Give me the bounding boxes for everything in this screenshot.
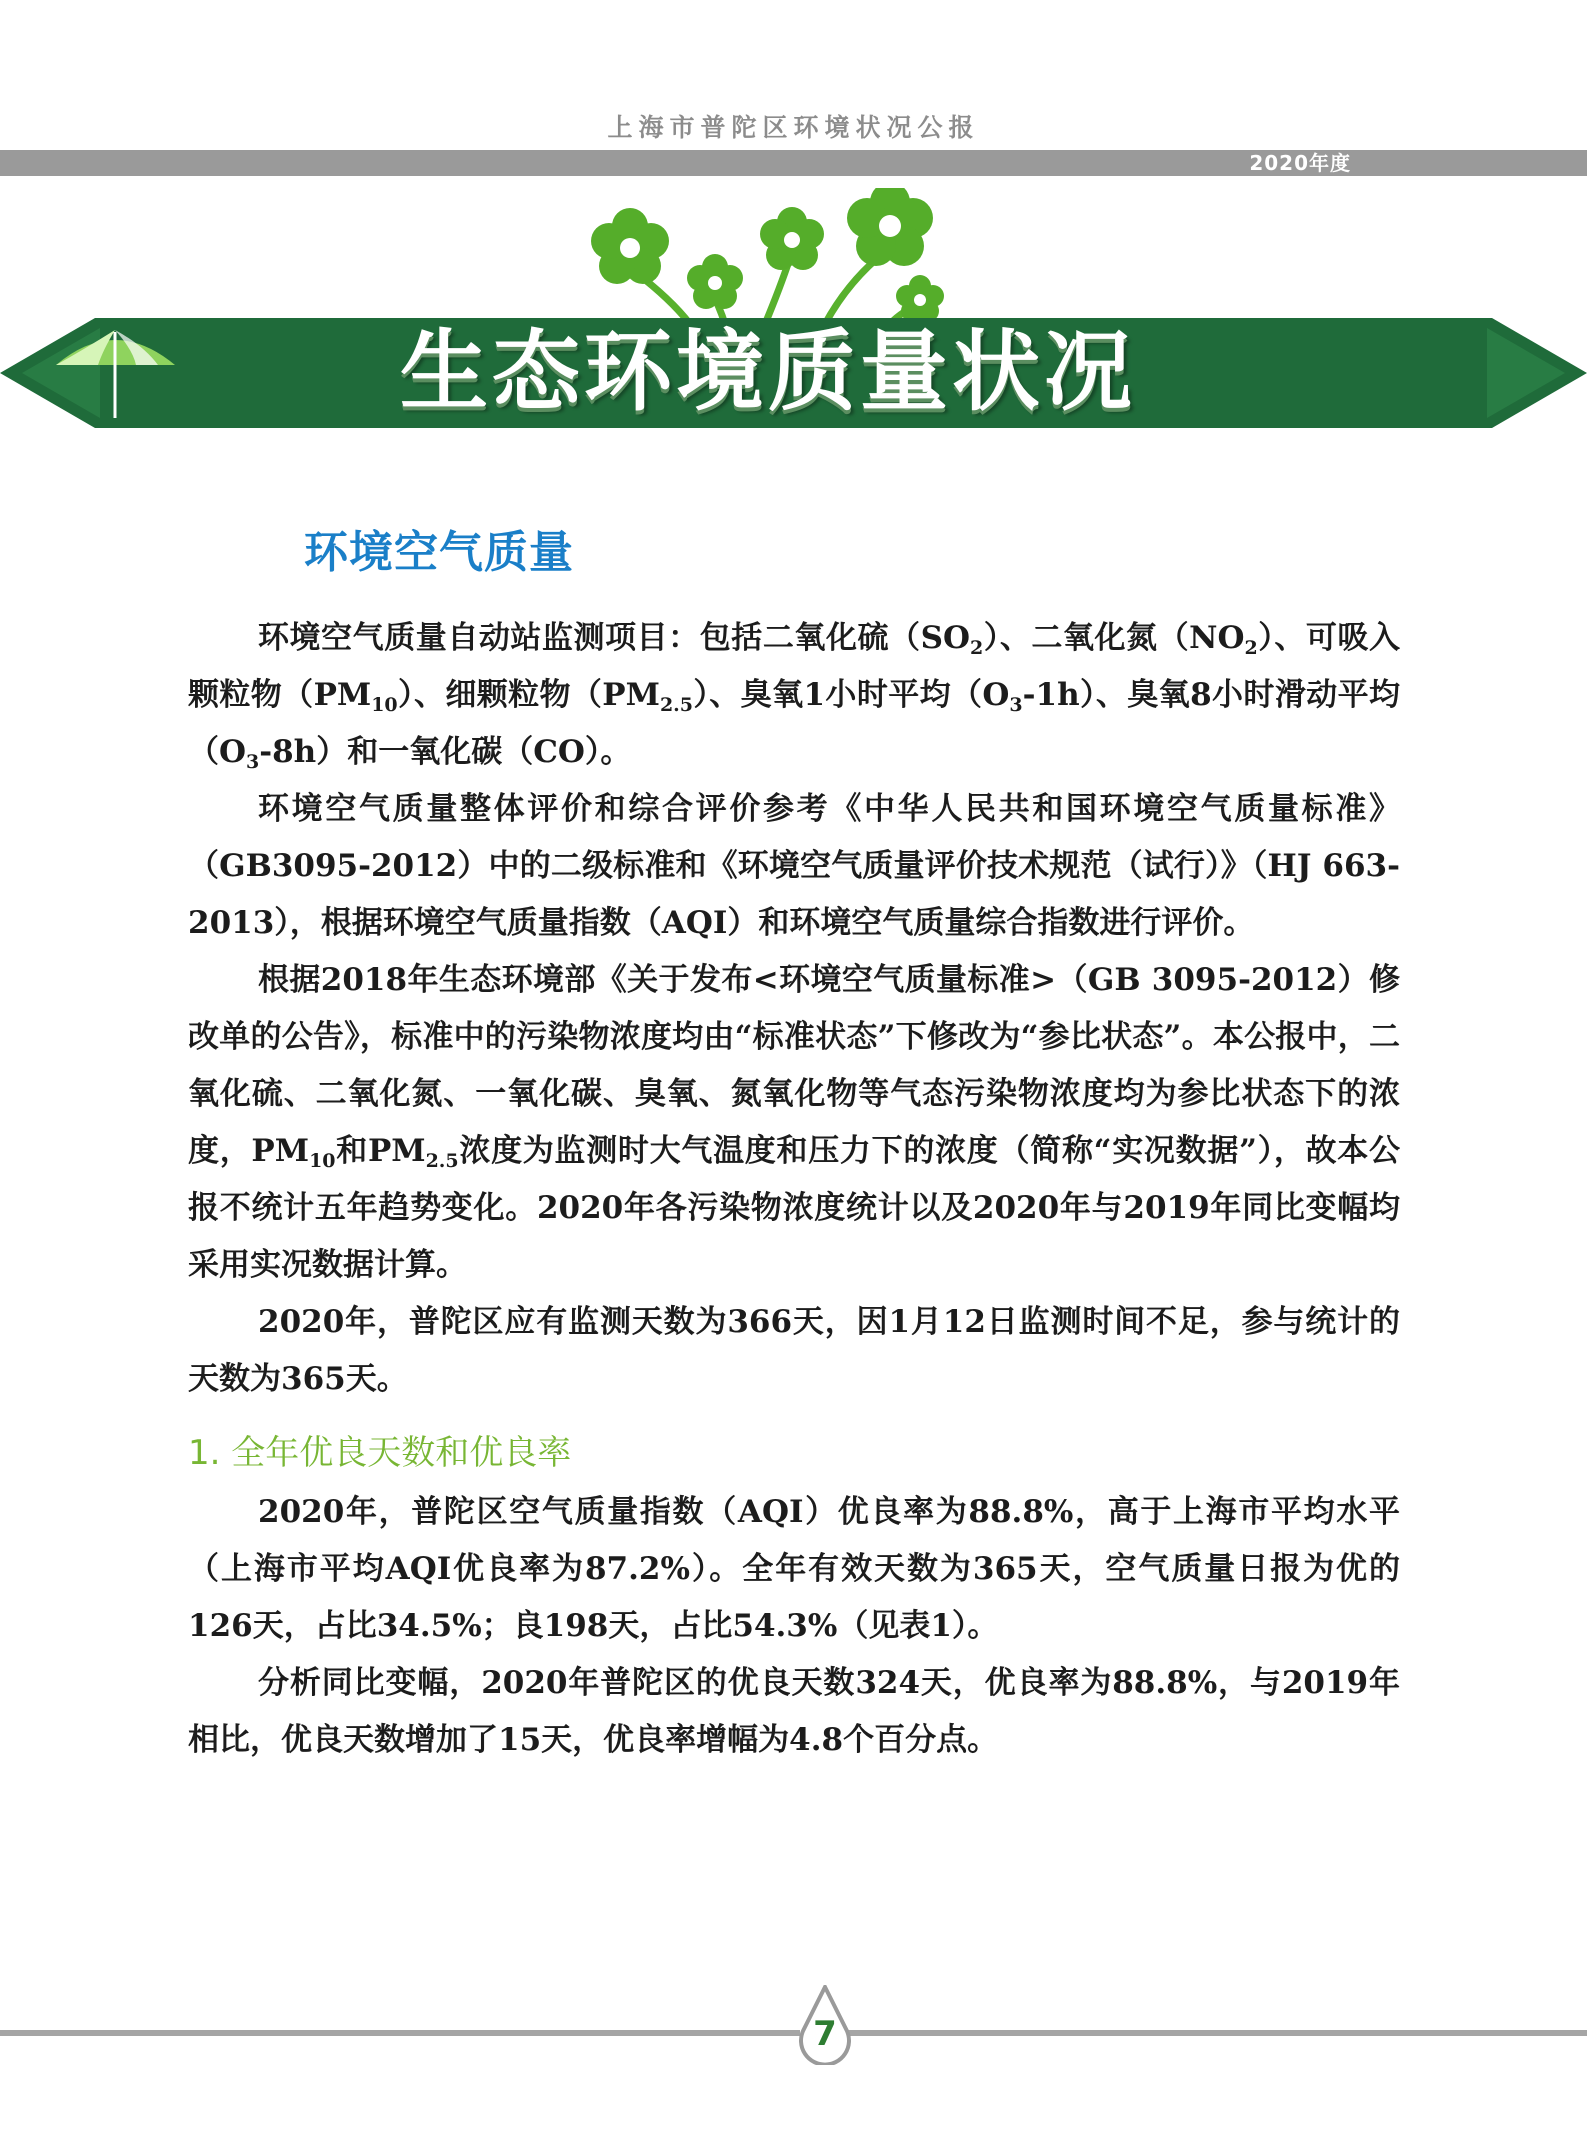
footer-line-right [848,2030,1587,2036]
paragraph-monitoring-days: 2020年，普陀区应有监测天数为366天，因1月12日监测时间不足，参与统计的天数为365天。 [188,1304,1400,1397]
section-title: 环境空气质量 [304,527,574,578]
paragraph-evaluation-standards: 环境空气质量整体评价和综合评价参考《中华人民共和国环境空气质量标准》（GB3095-2012）中的二级标准和《环境空气质量评价技术规范（试行）》（HJ 663-2013），根据环境空气质量指数（AQI）和环境空气质量综合指数进行评价。 [188,791,1400,941]
flowers-decoration [560,188,980,324]
banner-title: 生态环境质量状况 [400,320,1137,423]
umbrella-icon [48,320,183,420]
paragraph-year-over-year: 分析同比变幅，2020年普陀区的优良天数324天，优良率为88.8%，与2019年相比，优良天数增加了15天，优良率增幅为4.8个百分点。 [188,1665,1400,1758]
paragraph-aqi-rate: 2020年，普陀区空气质量指数（AQI）优良率为88.8%，高于上海市平均水平（上海市平均AQI优良率为87.2%）。全年有效天数为365天，空气质量日报为优的126天，占比34.5%；良198天，占比54.3%（见表1）。 [188,1494,1400,1644]
footer-line-left [0,2030,800,2036]
paragraph-reference-state: 根据2018年生态环境部《关于发布<环境空气质量标准>（GB 3095-2012）修改单的公告》，标准中的污染物浓度均由“标准状态”下修改为“参比状态”。本公报中，二氧化硫、二氧化氮、一氧化碳、臭氧、氮氧化物等气态污染物浓度均为参比状态下的浓度，$PM_{10}$和$PM_{2.5}$浓度为监测时大气温度和压力下的浓度（简称“实况数据”），故本公报不统计五年趋势变化。2020年各污染物浓度统计以及2020年与2019年同比变幅均采用实况数据计算。 [188,962,1400,1283]
running-title: 上海市普陀区环境状况公报 [607,113,980,142]
page-number: 7 [813,2014,837,2054]
main-content [188,610,1400,1769]
paragraph-monitoring-items: 环境空气质量自动站监测项目：包括二氧化硫$(SO_2)$、二氧化氮$(NO_2)$、可吸入颗粒物$(PM_{10})$、细颗粒物$(PM_{2.5})$、臭氧1小时平均$(O_3-1h)$、臭氧8小时滑动平均$(O_3-8h)$和一氧化碳（CO）。 [188,620,1401,773]
subsection-title: 1. 全年优良天数和优良率 [188,1433,572,1473]
year-label: 2020年度 [1249,151,1351,175]
